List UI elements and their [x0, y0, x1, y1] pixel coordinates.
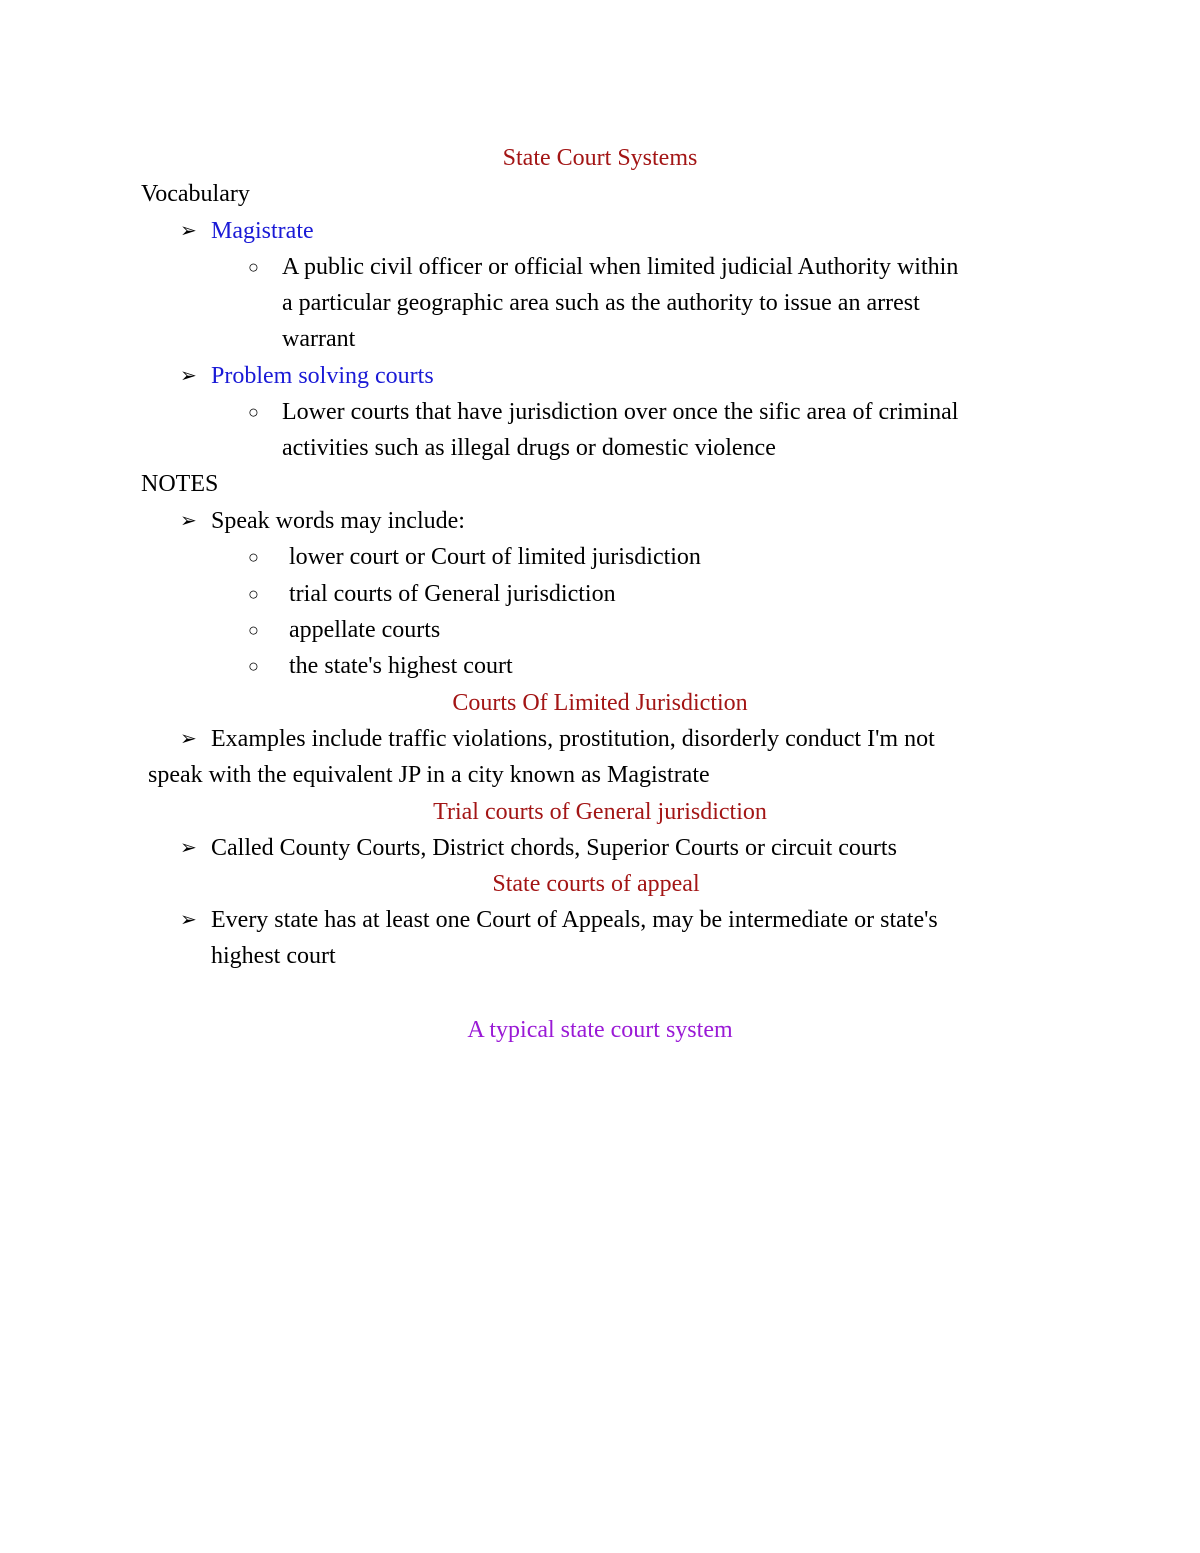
notes-item: appellate courts — [289, 617, 441, 643]
definition-line: a particular geographic area such as the authority to issue an arrest — [282, 290, 920, 316]
notes-intro: Speak words may include: — [211, 508, 465, 534]
notes-item: lower court or Court of limited jurisdiction — [289, 544, 701, 570]
notes-item: the state's highest court — [289, 653, 513, 679]
definition-line: warrant — [282, 326, 356, 352]
definition-line: A public civil officer or official when limited judicial Authority within — [282, 254, 959, 280]
circle-bullet-icon: ○ — [248, 257, 259, 277]
circle-bullet-icon: ○ — [248, 547, 259, 567]
vocabulary-heading: Vocabulary — [141, 181, 250, 207]
appeal-text: Every state has at least one Court of Appeals, may be intermediate or state's — [211, 907, 938, 933]
appeal-text: highest court — [211, 943, 336, 969]
arrow-bullet-icon: ➢ — [180, 909, 197, 931]
arrow-bullet-icon: ➢ — [180, 510, 197, 532]
limited-jurisdiction-heading: Courts Of Limited Jurisdiction — [452, 690, 748, 716]
circle-bullet-icon: ○ — [248, 620, 259, 640]
notes-heading: NOTES — [141, 471, 219, 497]
arrow-bullet-icon: ➢ — [180, 728, 197, 750]
general-jurisdiction-heading: Trial courts of General jurisdiction — [433, 799, 767, 825]
limited-jurisdiction-text: Examples include traffic violations, prostitution, disorderly conduct I'm not — [211, 726, 935, 752]
page-title: State Court Systems — [502, 145, 698, 171]
definition-line: activities such as illegal drugs or domestic violence — [282, 435, 776, 461]
limited-jurisdiction-text: speak with the equivalent JP in a city known as Magistrate — [148, 762, 710, 788]
arrow-bullet-icon: ➢ — [180, 837, 197, 859]
term-problem-solving-courts: Problem solving courts — [211, 363, 434, 389]
circle-bullet-icon: ○ — [248, 656, 259, 676]
typical-system-heading: A typical state court system — [467, 1017, 733, 1043]
appeal-heading: State courts of appeal — [492, 871, 700, 897]
arrow-bullet-icon: ➢ — [180, 220, 197, 242]
notes-item: trial courts of General jurisdiction — [289, 581, 616, 607]
circle-bullet-icon: ○ — [248, 584, 259, 604]
circle-bullet-icon: ○ — [248, 402, 259, 422]
arrow-bullet-icon: ➢ — [180, 365, 197, 387]
definition-line: Lower courts that have jurisdiction over once the sific area of criminal — [282, 399, 959, 425]
term-magistrate: Magistrate — [211, 218, 314, 244]
general-jurisdiction-text: Called County Courts, District chords, Superior Courts or circuit courts — [211, 835, 897, 861]
